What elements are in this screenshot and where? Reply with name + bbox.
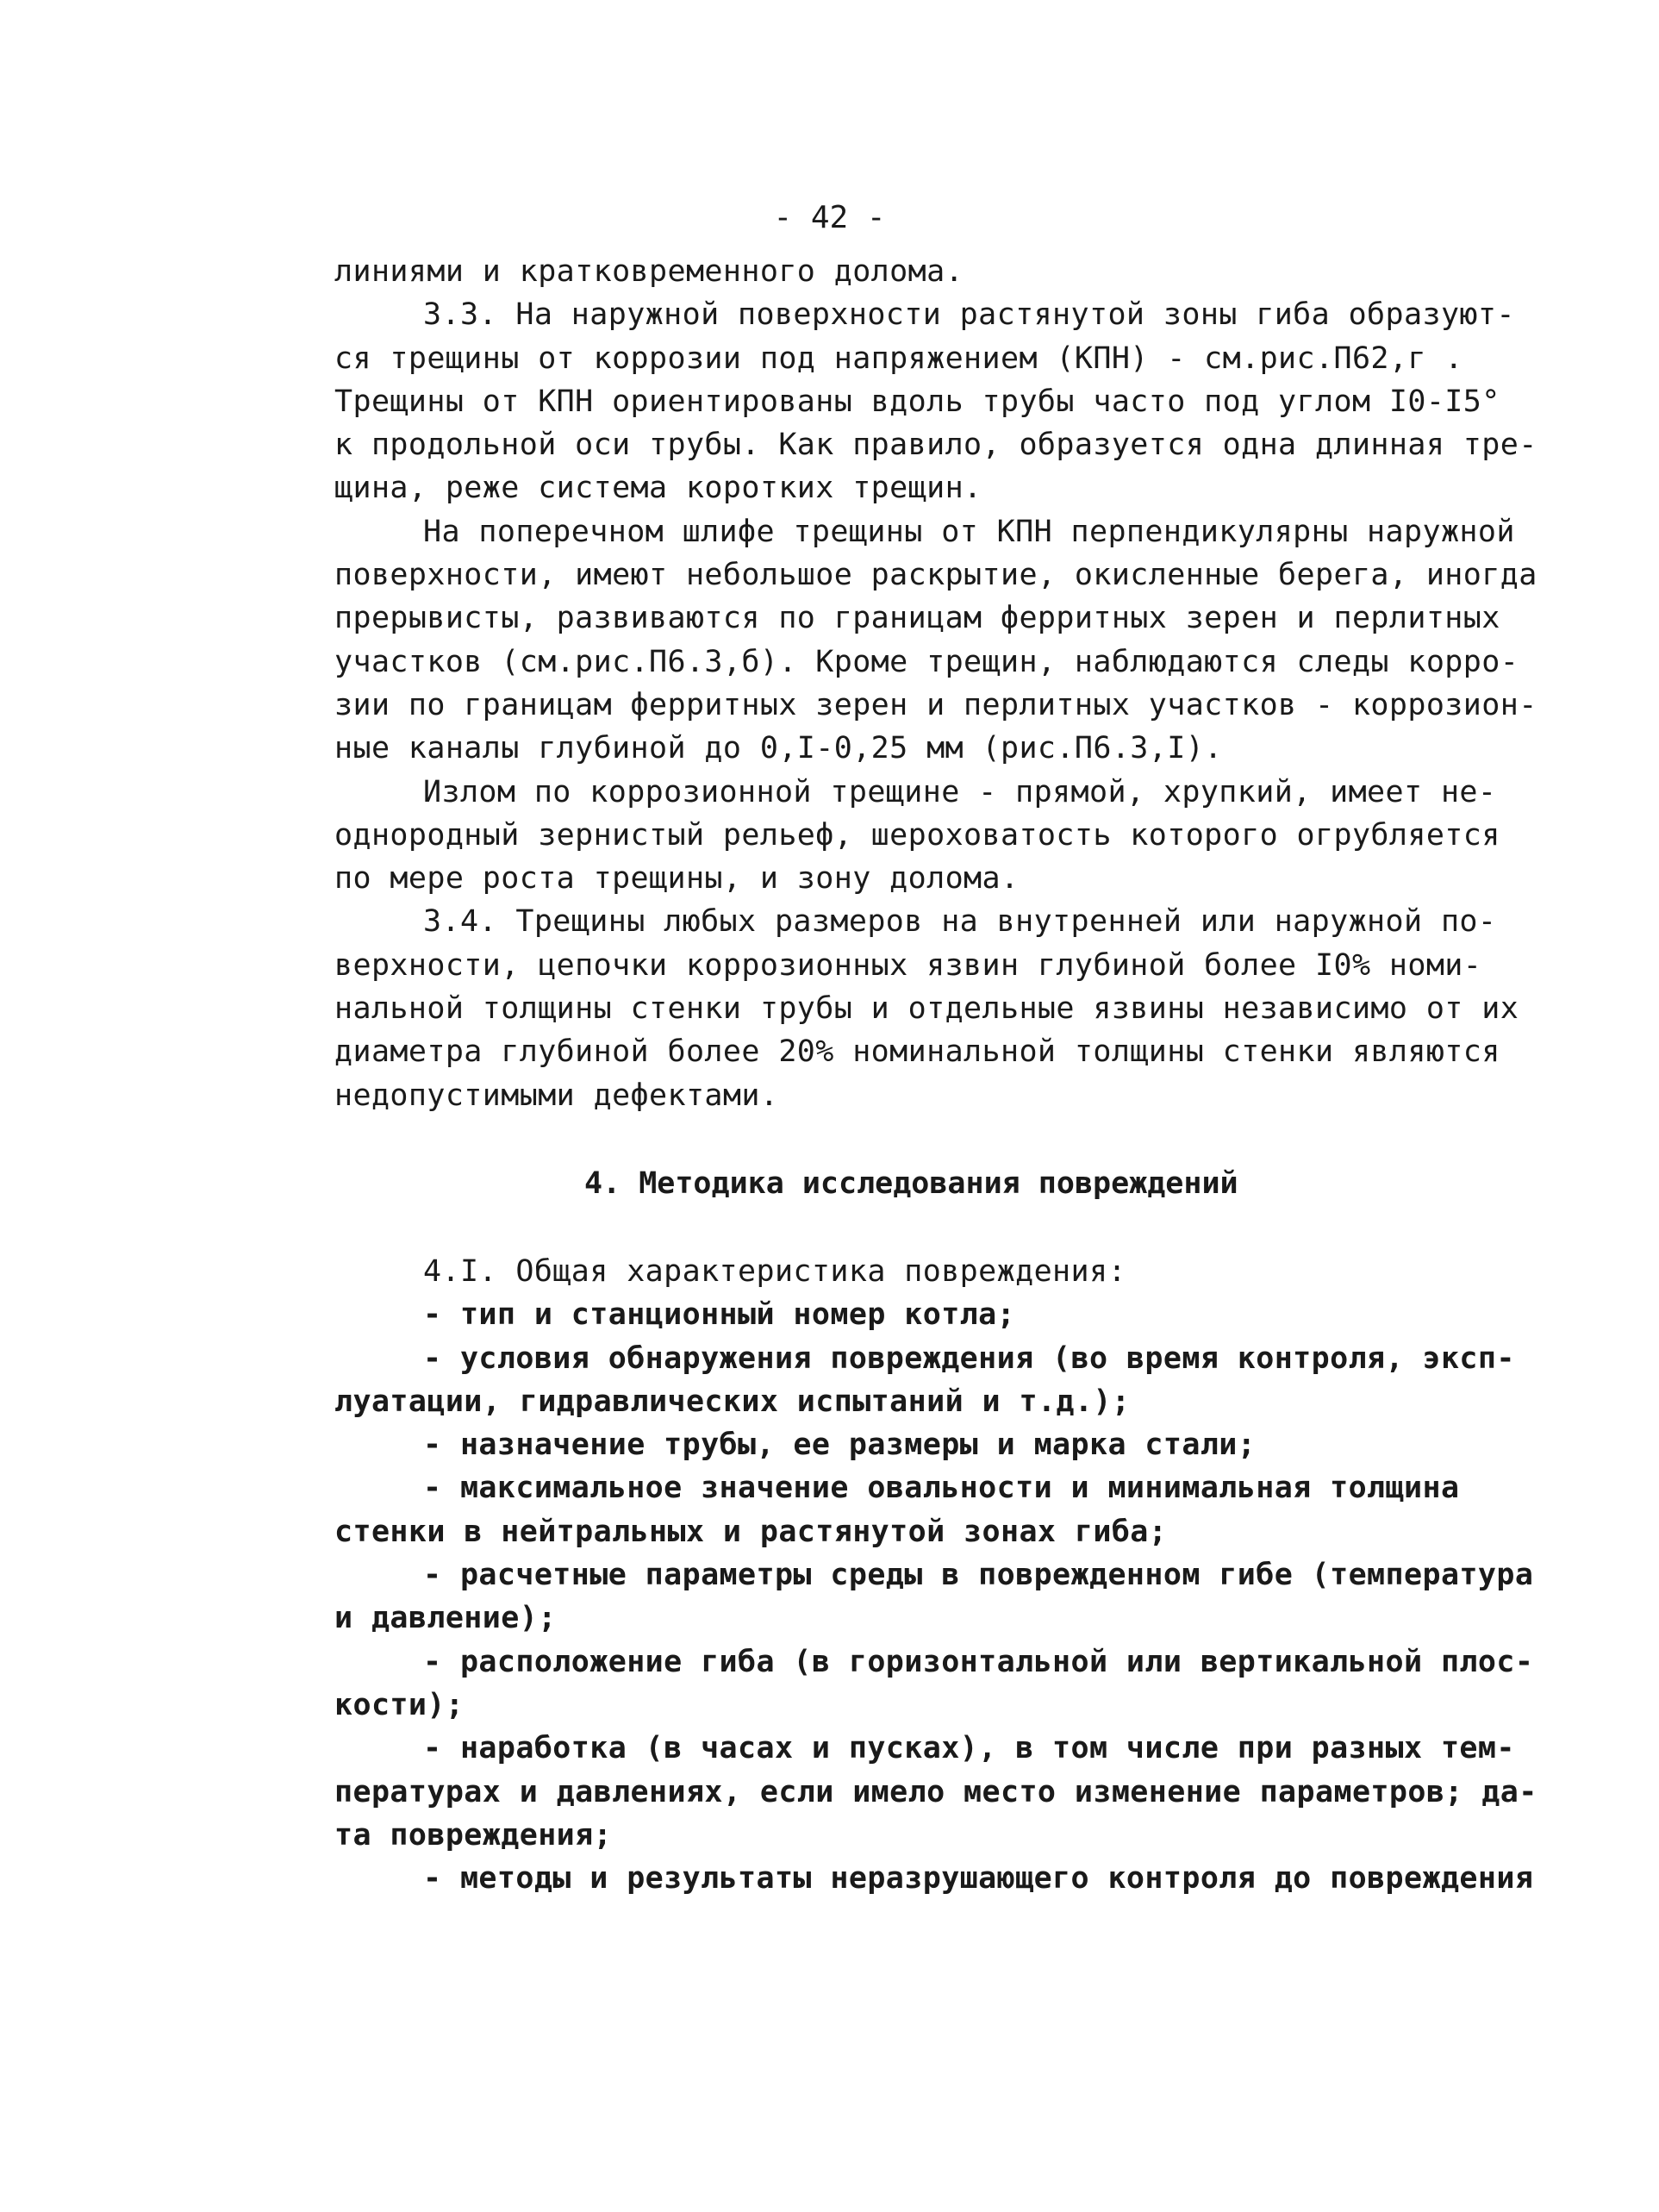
text-line: пературах и давлениях, если имело место изменение параметров; да-	[334, 1774, 1537, 1809]
list-item-line: - максимальное значение овальности и минимальная толщина	[423, 1471, 1460, 1506]
paragraph-fracture-line: Излом по коррозионной трещине - прямой, хрупкий, имеет не-	[423, 774, 1497, 809]
text-line: щина, реже система коротких трещин.	[334, 471, 982, 506]
text-line: к продольной оси трубы. Как правило, образуется одна длинная тре-	[334, 428, 1537, 463]
body-text	[334, 250, 1537, 1900]
paragraph-cross-section-line: На поперечном шлифе трещины от КПН перпендикулярны наружной	[423, 514, 1515, 549]
text-line: линиями и кратковременного долома.	[334, 254, 964, 289]
paragraph-4-1-line: 4.I. Общая характеристика повреждения:	[423, 1253, 1126, 1289]
text-line: кости);	[334, 1687, 465, 1722]
text-line: зии по границам ферритных зерен и перлитных участков - коррозион-	[334, 687, 1537, 722]
text-line: нальной толщины стенки трубы и отдельные язвины независимо от их	[334, 991, 1519, 1027]
text-line: недопустимыми дефектами.	[334, 1078, 779, 1113]
text-line: ся трещины от коррозии под напряжением (КПН) - см.рис.П62,г .	[334, 341, 1463, 376]
list-item-line: - расположение гиба (в горизонтальной или вертикальной плос-	[423, 1644, 1534, 1679]
paragraph-3-3-line: 3.3. На наружной поверхности растянутой зоны гиба образуют-	[423, 297, 1515, 333]
section-heading: 4. Методика исследования повреждений	[584, 1165, 1238, 1201]
paragraph-3-4-line: 3.4. Трещины любых размеров на внутренней или наружной по-	[423, 904, 1497, 940]
text-line: и давление);	[334, 1601, 557, 1636]
list-item-line: - тип и станционный номер котла;	[423, 1297, 1016, 1333]
list-item-line: - расчетные параметры среды в поврежденном гибе (температура	[423, 1558, 1534, 1593]
text-line: ные каналы глубиной до 0,I-0,25 мм (рис.П6.3,I).	[334, 731, 1223, 766]
text-line: луатации, гидравлических испытаний и т.д.);	[334, 1384, 1131, 1419]
text-line: верхности, цепочки коррозионных язвин глубиной более I0% номи-	[334, 947, 1482, 983]
text-line: по мере роста трещины, и зону долома.	[334, 861, 1020, 897]
section-spacer	[334, 1209, 1498, 1250]
list-item-line: - методы и результаты неразрушающего контроля до повреждения	[423, 1861, 1534, 1896]
text-line: Трещины от КПН ориентированы вдоль трубы часто под углом I0-I5°	[334, 384, 1500, 419]
text-line: та повреждения;	[334, 1817, 613, 1853]
section-spacer	[334, 1117, 1498, 1159]
text-line: однородный зернистый рельеф, шероховатость которого огрубляется	[334, 817, 1500, 853]
text-line: прерывисты, развиваются по границам ферритных зерен и перлитных	[334, 601, 1500, 636]
list-item-line: - наработка (в часах и пусках), в том числе при разных тем-	[423, 1731, 1515, 1766]
text-line: участков (см.рис.П6.3,б). Кроме трещин, наблюдаются следы корро-	[334, 644, 1519, 679]
text-line: поверхности, имеют небольшое раскрытие, окисленные берега, иногда	[334, 558, 1537, 593]
list-item-line: - назначение трубы, ее размеры и марка стали;	[423, 1428, 1257, 1463]
list-item-line: - условия обнаружения повреждения (во время контроля, эксп-	[423, 1340, 1515, 1376]
text-line: диаметра глубиной более 20% номинальной толщины стенки являются	[334, 1034, 1500, 1070]
text-line: стенки в нейтральных и растянутой зонах гиба;	[334, 1514, 1168, 1549]
page-number: - 42 -	[773, 200, 886, 235]
